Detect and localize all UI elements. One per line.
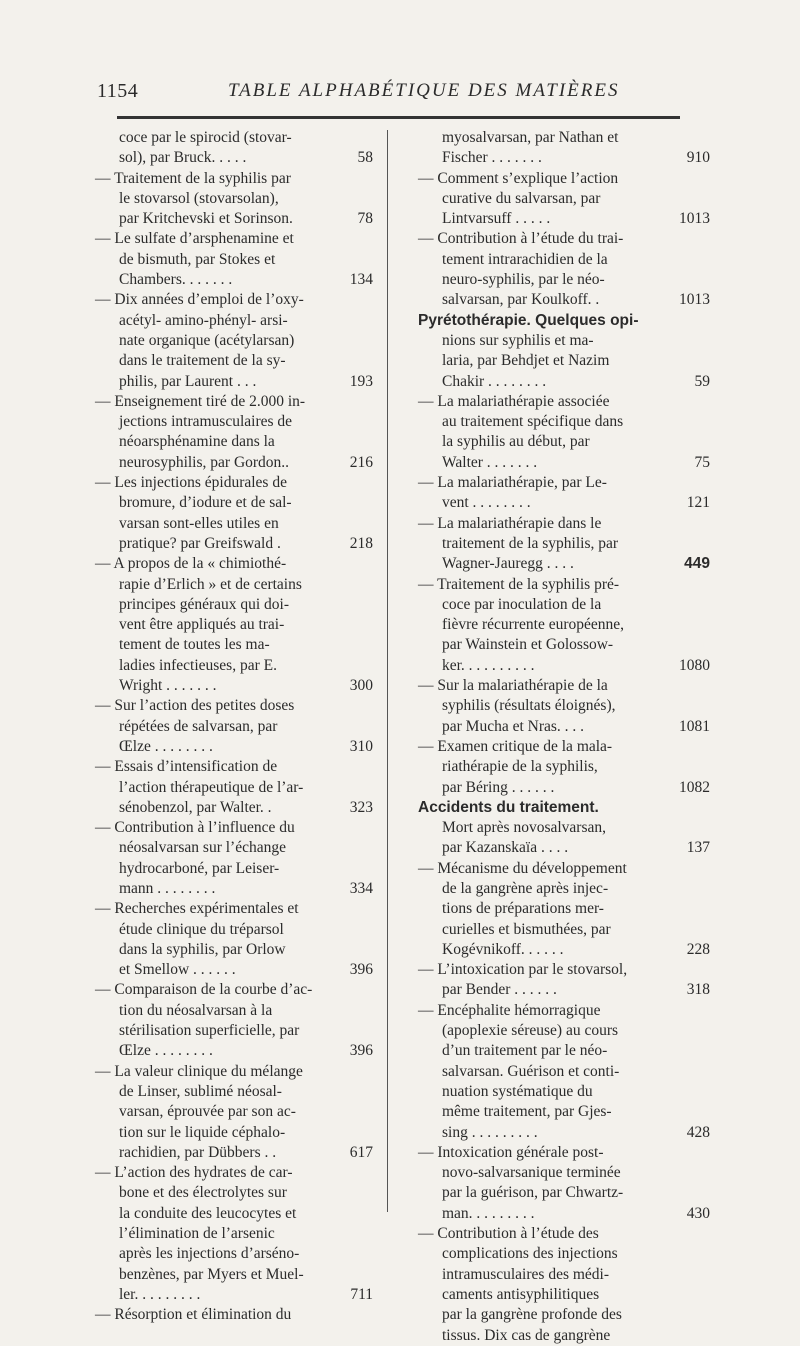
index-line-text: Lintvarsuff . . . . . [442, 210, 551, 228]
index-line [418, 879, 690, 899]
index-line [95, 1163, 355, 1183]
index-line-text: tions de préparations mer- [442, 900, 604, 918]
index-line-text: Mort après novosalvarsan, [442, 819, 606, 837]
index-line [418, 493, 710, 513]
index-line-text: tissus. Dix cas de gangrène [442, 1326, 611, 1344]
index-line [95, 838, 355, 858]
index-line-text: vent . . . . . . . . [442, 494, 531, 512]
index-line-text: salvarsan, par Koulkoff. . [442, 291, 600, 309]
index-line-text: — Traitement de la syphilis pré- [418, 575, 620, 593]
index-line-text: nate organique (acétylarsan) [119, 331, 295, 349]
index-line-text: Walter . . . . . . . [442, 453, 538, 471]
index-line-text: la syphilis au début, par [442, 433, 590, 451]
page-reference: 1081 [679, 717, 710, 735]
index-line-text: Accidents du traitement. [418, 798, 599, 816]
index-line-text: Kogévnikoff. . . . . . [442, 940, 564, 958]
index-line [95, 899, 355, 919]
index-line [418, 737, 690, 757]
index-line-text: salvarsan. Guérison et conti- [442, 1062, 620, 1080]
page-reference: 396 [349, 961, 373, 979]
index-line [95, 473, 355, 493]
index-line-text: — Contribution à l’influence du [95, 819, 295, 837]
index-line [418, 1143, 690, 1163]
page-reference: 78 [357, 210, 373, 228]
index-line [95, 169, 355, 189]
index-line [418, 575, 690, 595]
index-line-text: principes généraux qui doi- [119, 595, 290, 613]
page-reference: 1013 [679, 291, 710, 309]
index-line [418, 128, 690, 148]
index-line [418, 980, 710, 1000]
header-rule [117, 116, 680, 119]
index-line [95, 1102, 355, 1122]
column-divider [387, 130, 388, 1212]
index-line-text: neurosyphilis, par Gordon.. [119, 453, 290, 471]
index-line [95, 656, 355, 676]
index-line-text: par Bender . . . . . . [442, 981, 557, 999]
index-line-text: de Linser, sublimé néosal- [119, 1082, 282, 1100]
index-line-text: Pyrétothérapie. Quelques opi- [418, 311, 639, 329]
index-line-text: benzènes, par Myers et Muel- [119, 1265, 304, 1283]
index-line-text: par Kazanskaïa . . . . [442, 839, 569, 857]
index-line-text: — Sur la malariathérapie de la [418, 677, 608, 695]
index-line-text: néosalvarsan sur l’échange [119, 839, 286, 857]
index-line-text: varsan sont-elles utiles en [119, 514, 279, 532]
index-line [418, 635, 690, 655]
index-line-text: man. . . . . . . . . [442, 1204, 535, 1222]
index-line [418, 1123, 710, 1143]
index-line [95, 148, 373, 168]
index-line [418, 676, 690, 696]
index-line-text: par Mucha et Nras. . . . [442, 717, 585, 735]
index-line-text: d’un traitement par le néo- [442, 1042, 608, 1060]
index-line [418, 1285, 690, 1305]
index-line [95, 1224, 355, 1244]
index-line [95, 554, 355, 574]
page-reference: 218 [349, 534, 373, 552]
index-line [95, 1244, 355, 1264]
index-line [95, 493, 355, 513]
index-line-text: même traitement, par Gjes- [442, 1103, 612, 1121]
index-line [418, 372, 710, 392]
page-reference: 58 [357, 149, 373, 167]
index-line [418, 1244, 690, 1264]
index-line [95, 798, 373, 818]
index-line [95, 1285, 373, 1305]
index-line-text: novo-salvarsanique terminée [442, 1164, 621, 1182]
page-reference: 318 [686, 981, 710, 999]
page-reference: 449 [684, 555, 710, 573]
index-line [95, 575, 355, 595]
index-line-text: — La valeur clinique du mélange [95, 1062, 303, 1080]
index-line-text: l’action thérapeutique de l’ar- [119, 778, 304, 796]
index-line [95, 615, 355, 635]
index-line-text: ler. . . . . . . . . [119, 1285, 201, 1303]
index-line-text: stérilisation superficielle, par [119, 1022, 300, 1040]
page-reference: 193 [349, 372, 373, 390]
index-line [95, 1062, 355, 1082]
index-line-text: dans le traitement de la sy- [119, 352, 286, 370]
index-line-text: tement intrarachidien de la [442, 250, 608, 268]
index-line-text: myosalvarsan, par Nathan et [442, 129, 619, 146]
index-line [95, 392, 355, 412]
right-column [418, 128, 710, 1346]
index-line [418, 1265, 690, 1285]
index-line-text: — Intoxication générale post- [418, 1143, 604, 1161]
index-line-text: curielles et bismuthées, par [442, 920, 611, 938]
index-line-text: nions sur syphilis et ma- [442, 331, 594, 349]
index-line [95, 859, 355, 879]
page-reference: 323 [349, 798, 373, 816]
index-line-text: de bismuth, par Stokes et [119, 250, 276, 268]
index-line [95, 1204, 355, 1224]
index-line [418, 1062, 690, 1082]
index-line [95, 1183, 355, 1203]
index-line [418, 920, 690, 940]
index-line [418, 453, 710, 473]
index-line [418, 818, 690, 838]
index-line-text: — L’action des hydrates de car- [95, 1164, 293, 1182]
index-line [95, 331, 355, 351]
index-line [95, 270, 373, 290]
running-title: TABLE ALPHABÉTIQUE DES MATIÈRES [228, 80, 620, 101]
index-line [418, 148, 710, 168]
index-line-text: — Recherches expérimentales et [95, 900, 299, 918]
page-reference: 396 [349, 1042, 373, 1060]
index-line-text: jections intramusculaires de [119, 413, 293, 431]
index-line [95, 960, 373, 980]
index-line-text: Œlze . . . . . . . . [119, 1042, 213, 1060]
index-line [418, 311, 690, 331]
index-line-text: Œlze . . . . . . . . [119, 737, 213, 755]
index-line-text: — Comparaison de la courbe d’ac- [95, 981, 313, 999]
index-line-text: par Wainstein et Golossow- [442, 636, 614, 654]
index-line-text: néoarsphénamine dans la [119, 433, 275, 451]
index-line [95, 879, 373, 899]
index-line [418, 331, 690, 351]
index-line [95, 209, 373, 229]
page-reference: 75 [694, 453, 710, 471]
index-line-text: fièvre récurrente européenne, [442, 616, 625, 634]
index-line [95, 635, 355, 655]
index-line [418, 798, 690, 818]
index-line-text: traitement de la syphilis, par [442, 534, 619, 552]
index-line-text: de la gangrène après injec- [442, 879, 609, 897]
page-number: 1154 [97, 80, 139, 102]
index-line [418, 1183, 690, 1203]
index-line [95, 311, 355, 331]
index-line-text: (apoplexie séreuse) au cours [442, 1022, 619, 1040]
index-line [418, 696, 690, 716]
index-line-text: par la gangrène profonde des [442, 1306, 622, 1324]
index-line-text: riathérapie de la syphilis, [442, 758, 598, 776]
index-line [95, 920, 355, 940]
index-line-text: Wright . . . . . . . [119, 677, 217, 695]
index-line-text: — La malariathérapie associée [418, 392, 610, 410]
index-line-text: — La malariathérapie, par Le- [418, 474, 607, 492]
index-line-text: au traitement spécifique dans [442, 413, 624, 431]
index-line [418, 838, 710, 858]
index-line [418, 209, 710, 229]
index-line [418, 595, 690, 615]
index-line [418, 757, 690, 777]
page-reference: 228 [686, 940, 710, 958]
index-line [95, 737, 373, 757]
index-line [418, 1305, 690, 1325]
index-line [95, 757, 355, 777]
page-reference: 428 [686, 1123, 710, 1141]
page-reference: 134 [349, 271, 373, 289]
index-line [418, 432, 690, 452]
index-line [95, 717, 355, 737]
index-line [418, 514, 690, 534]
index-line [95, 514, 355, 534]
index-line-text: acétyl- amino-phényl- arsi- [119, 311, 288, 329]
index-line [95, 1305, 355, 1325]
index-line-text: — L’intoxication par le stovarsol, [418, 961, 628, 979]
index-line-text: — Essais d’intensification de [95, 758, 278, 776]
index-line [95, 818, 355, 838]
index-line-text: bromure, d’iodure et de sal- [119, 494, 292, 512]
index-line-text: vent être appliqués au trai- [119, 616, 285, 634]
page-reference: 334 [349, 879, 373, 897]
index-line-text: répétées de salvarsan, par [119, 717, 278, 735]
index-line [95, 250, 355, 270]
index-line [418, 1001, 690, 1021]
index-line [418, 717, 710, 737]
index-line [95, 595, 355, 615]
page-reference: 1082 [679, 778, 710, 796]
index-line-text: par Kritchevski et Sorinson. [119, 210, 293, 228]
index-line-text: par Béring . . . . . . [442, 778, 555, 796]
index-line [418, 412, 690, 432]
index-line-text: syphilis (résultats éloignés), [442, 697, 616, 715]
page-reference: 121 [686, 494, 710, 512]
index-line-text: et Smellow . . . . . . [119, 961, 236, 979]
page-reference: 617 [349, 1143, 373, 1161]
index-line-text: — Mécanisme du développement [418, 859, 627, 877]
index-line-text: philis, par Laurent . . . [119, 372, 257, 390]
index-line-text: — A propos de la « chimiothé- [95, 555, 287, 573]
index-line-text: — Sur l’action des petites doses [95, 697, 295, 715]
page-reference: 137 [686, 839, 710, 857]
index-line-text: complications des injections [442, 1245, 618, 1263]
index-line [418, 392, 690, 412]
page-reference: 216 [349, 453, 373, 471]
index-line [95, 453, 373, 473]
index-line-text: tion du néosalvarsan à la [119, 1001, 273, 1019]
index-line [95, 1082, 355, 1102]
index-line-text: caments antisyphilitiques [442, 1285, 600, 1303]
index-line-text: ker. . . . . . . . . . [442, 656, 535, 674]
index-line [95, 534, 373, 554]
index-line-text: — Résorption et élimination du [95, 1306, 292, 1324]
index-line [418, 1041, 690, 1061]
index-line [95, 696, 355, 716]
index-line [418, 1021, 690, 1041]
index-line [95, 1021, 355, 1041]
index-line [418, 554, 710, 574]
index-line [418, 859, 690, 879]
index-line [418, 615, 690, 635]
index-line-text: par la guérison, par Chwartz- [442, 1184, 624, 1202]
index-line [95, 372, 373, 392]
index-line-text: — Encéphalite hémorragique [418, 1001, 601, 1019]
index-line [418, 1082, 690, 1102]
index-line-text: curative du salvarsan, par [442, 189, 601, 207]
index-line-text: la conduite des leucocytes et [119, 1204, 297, 1222]
index-line-text: intramusculaires des médi- [442, 1265, 610, 1283]
index-line-text: — Traitement de la syphilis par [95, 169, 291, 187]
index-line-text: tion sur le liquide céphalo- [119, 1123, 286, 1141]
index-line-text: rachidien, par Dübbers . . [119, 1143, 277, 1161]
index-line-text: ladies infectieuses, par E. [119, 656, 277, 674]
index-line-text: neuro-syphilis, par le néo- [442, 271, 605, 289]
index-line [95, 128, 355, 148]
index-line-text: bone et des électrolytes sur [119, 1184, 287, 1202]
index-line-text: le stovarsol (stovarsolan), [119, 189, 279, 207]
index-line [418, 229, 690, 249]
index-line [418, 189, 690, 209]
index-line [95, 980, 355, 1000]
index-line-text: l’élimination de l’arsenic [119, 1225, 275, 1243]
index-line-text: — Comment s’explique l’action [418, 169, 619, 187]
index-line [95, 229, 355, 249]
page-reference: 1013 [679, 210, 710, 228]
page-reference: 310 [349, 737, 373, 755]
index-line [418, 1224, 690, 1244]
index-line-text: Fischer . . . . . . . [442, 149, 542, 167]
index-line [418, 1102, 690, 1122]
index-line [418, 473, 690, 493]
index-line-text: nuation systématique du [442, 1082, 593, 1100]
index-line-text: après les injections d’arséno- [119, 1245, 300, 1263]
index-line-text: — Examen critique de la mala- [418, 737, 613, 755]
index-line-text: étude clinique du tréparsol [119, 920, 284, 938]
index-line [418, 1204, 710, 1224]
index-line [95, 778, 355, 798]
index-line-text: varsan, éprouvée par son ac- [119, 1103, 296, 1121]
index-line-text: — Contribution à l’étude du trai- [418, 230, 624, 248]
index-line [95, 290, 355, 310]
index-line-text: coce par le spirocid (stovar- [119, 129, 292, 146]
page-reference: 430 [686, 1204, 710, 1222]
index-line [95, 1001, 355, 1021]
index-line-text: Chambers. . . . . . . [119, 271, 233, 289]
page-header [0, 0, 800, 130]
index-line [95, 432, 355, 452]
index-line-text: dans la syphilis, par Orlow [119, 940, 286, 958]
index-line [418, 351, 690, 371]
index-line [418, 290, 710, 310]
index-line [95, 1041, 373, 1061]
index-line [418, 960, 690, 980]
left-column [95, 128, 373, 1326]
index-line [418, 656, 710, 676]
index-line [418, 250, 690, 270]
index-line [95, 412, 355, 432]
index-line-text: laria, par Behdjet et Nazim [442, 352, 610, 370]
index-line [95, 676, 373, 696]
index-line-text: sénobenzol, par Walter. . [119, 798, 272, 816]
index-line [95, 940, 355, 960]
index-line [418, 899, 690, 919]
page-reference: 59 [694, 372, 710, 390]
index-line [418, 778, 710, 798]
index-line-text: sol), par Bruck. . . . . [119, 149, 247, 167]
index-line-text: — Les injections épidurales de [95, 474, 287, 492]
index-line [418, 534, 690, 554]
index-line-text: pratique? par Greifswald . [119, 534, 281, 552]
index-line-text: Chakir . . . . . . . . [442, 372, 547, 390]
page-reference: 910 [686, 149, 710, 167]
page-reference: 1080 [679, 656, 710, 674]
index-line-text: rapie d’Erlich » et de certains [119, 575, 302, 593]
index-line-text: — Dix années d’emploi de l’oxy- [95, 291, 304, 309]
index-line [418, 270, 690, 290]
index-line [418, 1163, 690, 1183]
index-line-text: coce par inoculation de la [442, 595, 602, 613]
index-line [95, 189, 355, 209]
page-reference: 711 [350, 1285, 373, 1303]
index-line-text: hydrocarboné, par Leiser- [119, 859, 280, 877]
index-line [418, 940, 710, 960]
index-line [95, 1143, 373, 1163]
page-reference: 300 [349, 677, 373, 695]
index-line [418, 1326, 690, 1346]
index-line [95, 1123, 355, 1143]
index-line-text: — Enseignement tiré de 2.000 in- [95, 392, 306, 410]
index-line-text: mann . . . . . . . . [119, 879, 216, 897]
index-line-text: tement de toutes les ma- [119, 636, 270, 654]
index-line-text: — Contribution à l’étude des [418, 1225, 599, 1243]
index-line-text: — Le sulfate d’arsphenamine et [95, 230, 294, 248]
index-line-text: — La malariathérapie dans le [418, 514, 602, 532]
index-line [95, 351, 355, 371]
index-line-text: sing . . . . . . . . . [442, 1123, 538, 1141]
index-line [418, 169, 690, 189]
index-line [95, 1265, 355, 1285]
index-line-text: Wagner-Jauregg . . . . [442, 555, 574, 573]
